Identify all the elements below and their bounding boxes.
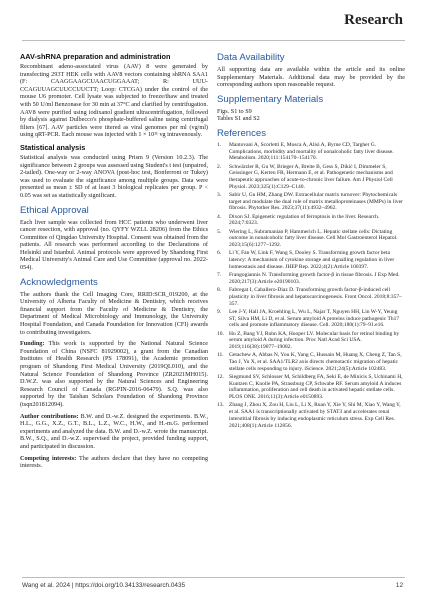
ethical-approval-text: Each liver sample was collected from HCC patients who underwent liver cancer resection, with approval (no. QYFY WZLL 28206) from the Ethics Committee of Qingdao University Hospital. Consent was obtained from the patients. All research was performed according to the Declarations of Helsinki and Istanbul. Animal protocols were approved by Shandong First Medical University's Animal Care and Use Committee (approval no. 2022-054).	[20, 218, 208, 272]
reference-item: 11. Getachew A, Abbas N, You K, Yang C, Hussain M, Huang X, Cheng Z, Tan S, Tao J, Yu X, et al. SAA1/TLR2 axis directs chemotactic migration of hepatic stellate cells responding to injury. iScience. 2021;24(5):Article 102483.	[217, 352, 402, 372]
data-availability-heading: Data Availability	[217, 52, 285, 63]
funding-text: This work is supported by the National Natural Science Foundation of China (NSFC 81929002), a grant from the Canadian Institutes of Health Research (PS 178091), the Academic promotion program of Shandong First Medical University (2019QL010), and the Natural Science Foundation of Shandong Province (ZR2021MH015). D.W.Z. was also supported by the Natural Sciences and Engineering Research Council of Canada (RGPIN-2016-06479). S.Q. was also supported by the Taishan Scholars Foundation of Shandong Province (tsqn201812094).	[20, 340, 208, 408]
supplementary-tables: Tables S1 and S2	[217, 115, 260, 123]
ethical-approval-heading: Ethical Approval	[20, 204, 89, 216]
page-number: 12	[395, 582, 403, 589]
competing-interests-paragraph	[20, 455, 208, 470]
author-contributions-text: B.W. and D.-w.Z. designed the experiments. B.W., H.L., G.G., X.Z., G.T., B.L., L.Z., W.C., H.W., and H.-m.G. performed experiments and analyzed the data. B.W. and D.-w.Z. wrote the manuscript. B.W., S.Q., and D.-w.Z. supervised the project, provided funding support, and participated in discussion.	[20, 412, 208, 450]
reference-item: 13. Zhang J, Zhou X, Zou H, Liu L, Li X, Ruan Y, Xie Y, Shi M, Xiao Y, Wang Y, et al. SAA1 is transcriptionally activated by STAT3 and accelerates renal interstitial fibrosis by inducing endoplasmic reticulum stress. Exp Cell Res. 2021;408(1):Article 112856.	[217, 402, 401, 429]
reference-item: 2. Schwärzler R, Gu W, Brieger A, Breite B, Gess S, Dikić I, Dimmeler S, Geissinger G, Kerten FR, Hermann E, et al. Pathogenetic mechanisms and therapeutic approaches of acute-to-chronic liver failure. Am J Physiol Cell Physiol. 2023;325(1):C129–C140.	[217, 163, 393, 190]
reference-item: 8. Fabregat I, Caballero-Diaz D. Transforming growth factor-β-induced cell plasticity in liver fibrosis and hepatocarcinogenesis. Front Oncol. 2018;8:357–357.	[217, 287, 402, 307]
footer-citation: Wang et al. 2024 | https://doi.org/10.34133/research.0435	[22, 582, 186, 589]
statistical-analysis-text: Statistical analysis was conducted using Prism 9 (Version 10.2.3). The significance between 2 groups was assessed using Student's t test (unpaired, 2-tailed). One-way or 2-way ANOVA (post-hoc test, Bonferroni or Tukey) was used to evaluate the significance among multiple groups. Data were presented as mean ± SD of at least 3 biological replicates per group. P < 0.05 was set as statistically significant.	[20, 153, 208, 199]
reference-item: 7. Frangogiannis N. Transforming growth factor-β in tissue fibrosis. J Exp Med. 2020;217(3):Article e20190103.	[217, 272, 400, 285]
statistical-analysis-title: Statistical analysis	[20, 142, 86, 152]
reference-list	[217, 142, 405, 429]
references-heading: References	[217, 127, 267, 139]
journal-name: Research	[344, 12, 403, 28]
right-column	[217, 52, 405, 431]
supplementary-figs: Figs. S1 to S9	[217, 107, 252, 115]
funding-paragraph	[20, 340, 208, 408]
author-contributions-paragraph	[20, 413, 208, 451]
acknowledgments-heading: Acknowledgments	[20, 276, 98, 288]
reference-item: 9. Lee J-Y, Hall JA, Kroehling L, Wu L, Najar T, Nguyen HH, Lin W-Y, Yeung ST, Silva HM, Li D, et al. Serum amyloid A proteins induce pathogenic Th17 cells and promote inflammatory disease. Cell. 2020;180(1):79–91.e16.	[217, 308, 400, 329]
reference-item: 12. Siegmund SV, Schlosser M, Schildberg FA, Seki E, de Minicis S, Uchinami H, Kuntzen C, Knolle PA, Strassburg CP, Schwabe RF. Serum amyloid A induces inflammation, proliferation and cell death in activated hepatic stellate cells. PLOS ONE. 2016;11(3):Article e0150893.	[217, 374, 403, 401]
reference-item: 10. Hu Z, Bang YJ, Ruhn KA, Hooper LV. Molecular basis for retinol binding by serum amyloid A during infection. Proc Natl Acad Sci USA. 2019;116(38):19077–19082.	[217, 330, 400, 350]
competing-interests-label: Competing interests:	[20, 454, 77, 462]
reference-item: 5. Wiering L, Subramanian P, Hammerich L. Hepatic stellate cells: Dictating outcome in nonalcoholic fatty liver disease. Cell Mol Gastroenterol Hepatol. 2023;15(6):1277–1292.	[217, 228, 398, 249]
left-column	[20, 52, 208, 474]
header-rule	[22, 40, 405, 41]
supplementary-materials-heading: Supplementary Materials	[217, 93, 324, 105]
author-contributions-label: Author contributions:	[20, 412, 79, 420]
reference-item: 1. Mantovani A, Scorletti E, Mosca A, Alisi A, Byrne CD, Targher G. Complications, morbidity and mortality of nonalcoholic fatty liver disease. Metabolism. 2020;111:154170–154170.	[217, 141, 394, 162]
reference-item: 4. Dixon SJ. Epigenetic regulation of ferroptosis in the liver. Research. 2024;7:0323.	[217, 213, 380, 227]
competing-interests-text: The authors declare that they have no competing interests.	[20, 454, 208, 470]
footer-rule	[22, 577, 405, 578]
aav-section-text: Recombinant adeno-associated virus (AAV) 8 were generated by transfecting 293T HEK cells with AAV8 vectors containing shRNA SAA1 (F: CAAGGAAGCUAACUGGAAAT; R: UUU-CCAGUUAGCUUCCUUCTT; Loop: CTCGA) under the control of the mouse U6 promoter. Cell lysate was subjected to freeze/thaw and treated with 50 U/ml Benzonase for 30 min at 37°C and clarified by centrifugation. AAV8 were purified using iodixanol gradient ultracentrifugation, followed by dialysis against Dulbecco's phosphate-buffered saline using centrifugal filters [67]. AAV particles were titered as viral genomes per ml (vg/ml) using qRT-PCR. Each mouse was injected with 1 × 10¹¹ vg intravenously.	[20, 63, 208, 139]
aav-section-title: AAV-shRNA preparation and administration	[20, 52, 171, 61]
funding-label: Funding:	[20, 340, 45, 348]
data-availability-text: All supporting data are available within the article and its online Supplementary Materials. Additional data may be provided by the corresponding authors upon reasonable request.	[217, 66, 405, 89]
acknowledgments-text: The authors thank the Cell Imaging Core, RRID:SCR_019200, at the University of Alberta Faculty of Medicine & Dentistry, which receives financial support from the Faculty of Medicine & Dentistry, the Department of Medical Microbiology and Immunology, the University Hospital Foundation, and Canada Foundation for Innovation (CFI) awards to contributing investigators.	[20, 290, 208, 336]
reference-item: 3. Sabir U, Gu HM, Zhang DW. Extracellular matrix turnover: Phytochemicals target and modulate the dual role of matrix metalloproteinases (MMPs) in liver fibrosis. Phytother Res. 2023;37(11):4932–4962.	[217, 192, 403, 212]
reference-item: 6. Li Y, Fan W, Link F, Wang S, Dooley S. Transforming growth factor beta latency: A mechanism of cytokine storage and signalling regulation in liver homeostasis and disease. JHEP Rep. 2022;4(2):Article 100397.	[217, 250, 395, 270]
